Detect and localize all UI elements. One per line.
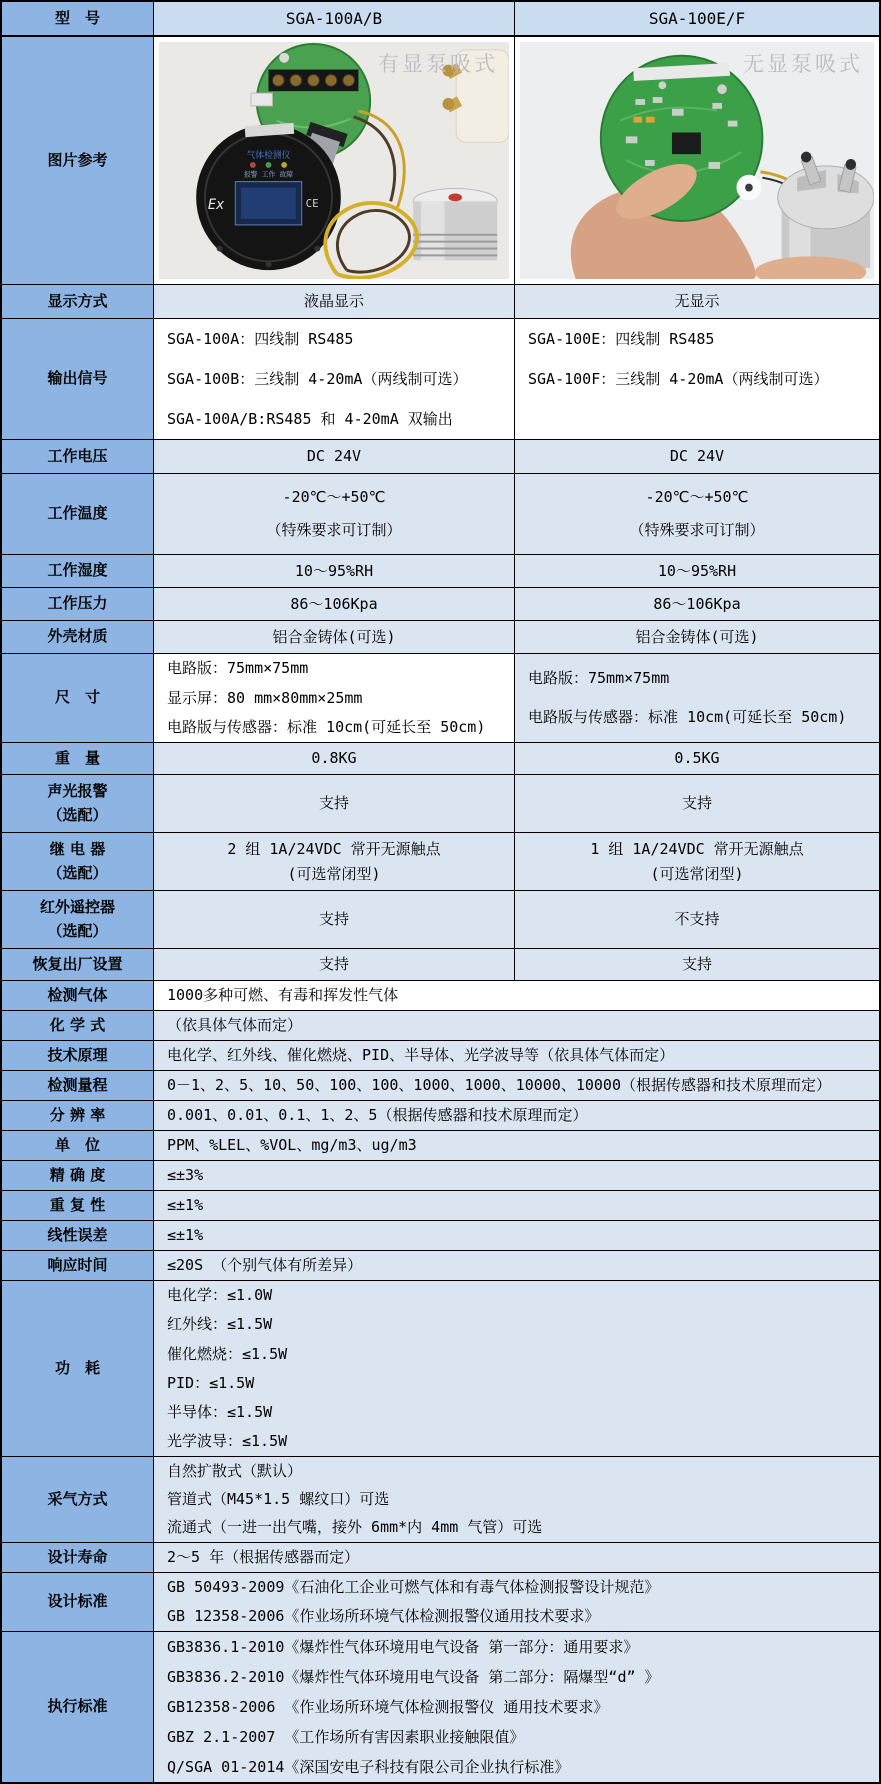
cell-weight-b bbox=[515, 743, 879, 774]
cell-text: 电化学：≤1.0W bbox=[167, 1286, 273, 1305]
row-label-housing-material bbox=[2, 621, 154, 653]
cell-text: (可选常闭型) bbox=[287, 864, 381, 883]
row-label-design-life bbox=[2, 1543, 154, 1572]
cell-ir-remote-b bbox=[515, 891, 879, 948]
spec-row-chemical-formula bbox=[2, 1011, 879, 1041]
spec-row-linearity-error bbox=[2, 1221, 879, 1251]
cell-text: 半导体：≤1.5W bbox=[167, 1402, 273, 1421]
row-label-text: 继 电 器 bbox=[49, 839, 106, 858]
row-label-text: 工作电压 bbox=[47, 446, 108, 465]
row-label-text: 分 辨 率 bbox=[49, 1105, 106, 1124]
ce-mark: CE bbox=[305, 197, 319, 211]
spec-row-working-humidity bbox=[2, 555, 879, 588]
spec-row-photos bbox=[2, 37, 879, 285]
cell-photos-b bbox=[515, 37, 879, 284]
cell-text: 1 组 1A/24VDC 常开无源触点 bbox=[590, 839, 804, 858]
cell-text: 10～95%RH bbox=[657, 561, 737, 580]
cell-power-consumption-a bbox=[154, 1281, 879, 1456]
spec-row-weight bbox=[2, 743, 879, 775]
lcd-title-text: 气体检测仪 bbox=[246, 151, 291, 162]
cell-sampling-method-a bbox=[154, 1457, 879, 1542]
cell-working-voltage-b bbox=[515, 440, 879, 473]
cell-text: SGA-100A：四线制 RS485 bbox=[167, 329, 354, 348]
row-label-detectable-gases bbox=[2, 981, 154, 1010]
cell-text: 无显示 bbox=[674, 292, 720, 311]
cell-text: 铝合金铸体(可选) bbox=[635, 627, 759, 646]
row-label-weight bbox=[2, 743, 154, 774]
row-label-text: 重 量 bbox=[54, 748, 100, 767]
row-label-text: 图片参考 bbox=[47, 150, 108, 169]
cell-execution-standards-a bbox=[154, 1632, 879, 1782]
cell-text: 支持 bbox=[318, 910, 349, 929]
watermark-text: 无显泵吸式 bbox=[743, 52, 863, 76]
row-label-text: 外壳材质 bbox=[47, 627, 108, 646]
cell-text: GB 50493-2009《石油化工企业可燃气体和有毒气体检测报警设计规范》 bbox=[167, 1578, 660, 1597]
cell-text: 0－1、2、5、10、50、100、100、1000、1000、10000、10000（根据传感器和技术原理而定） bbox=[167, 1076, 831, 1095]
row-label-working-voltage bbox=[2, 440, 154, 473]
spec-row-ir-remote bbox=[2, 891, 879, 949]
spec-row-relay bbox=[2, 833, 879, 891]
cell-text: 红外线：≤1.5W bbox=[167, 1315, 273, 1334]
fault-led bbox=[281, 162, 287, 168]
cell-text: 电路版：75mm×75mm bbox=[167, 659, 309, 678]
cell-dimensions-b bbox=[515, 654, 879, 742]
cell-weight-a bbox=[154, 743, 515, 774]
row-label-text: 设计标准 bbox=[47, 1592, 108, 1611]
row-label-text: 重 复 性 bbox=[49, 1195, 106, 1214]
spec-row-model bbox=[2, 2, 879, 37]
cell-working-pressure-b bbox=[515, 588, 879, 620]
cell-text: （特殊要求可订制） bbox=[266, 521, 402, 540]
cell-text: （特殊要求可订制） bbox=[629, 521, 765, 540]
spec-row-execution-standards bbox=[2, 1632, 879, 1782]
cell-model-b bbox=[515, 2, 879, 35]
cell-text: PID：≤1.5W bbox=[167, 1373, 255, 1392]
spec-row-output-signal bbox=[2, 319, 879, 440]
row-label-text: 输出信号 bbox=[47, 369, 108, 388]
cell-detection-range-a bbox=[154, 1071, 879, 1100]
row-label-text: 设计寿命 bbox=[47, 1547, 108, 1566]
led-labels-text: 报警 工作 故障 bbox=[243, 170, 294, 179]
row-label-repeatability bbox=[2, 1191, 154, 1220]
row-label-text: （选配） bbox=[47, 806, 108, 824]
cell-working-pressure-a bbox=[154, 588, 515, 620]
row-label-text: 检测气体 bbox=[47, 985, 108, 1004]
cell-working-temperature-a bbox=[154, 474, 515, 554]
cell-text: ≤±1% bbox=[167, 1226, 204, 1245]
aluminum-sensor bbox=[413, 189, 497, 261]
row-label-text: 功 耗 bbox=[54, 1358, 100, 1377]
row-label-units bbox=[2, 1131, 154, 1160]
cell-text: SGA-100F：三线制 4-20mA（两线制可选） bbox=[528, 369, 829, 388]
spec-row-design-standards bbox=[2, 1573, 879, 1632]
row-label-text: 线性误差 bbox=[47, 1225, 108, 1244]
cell-text: DC 24V bbox=[306, 447, 362, 466]
cell-ir-remote-a bbox=[154, 891, 515, 948]
cell-text: GB 12358-2006《作业场所环境气体检测报警仪通用技术要求》 bbox=[167, 1607, 600, 1626]
row-label-relay bbox=[2, 833, 154, 890]
cell-chemical-formula-a bbox=[154, 1011, 879, 1040]
cell-text: 自然扩散式（默认） bbox=[167, 1461, 303, 1480]
cell-text: （依具体气体而定） bbox=[167, 1016, 303, 1035]
cell-resolution-a bbox=[154, 1101, 879, 1130]
cell-factory-reset-a bbox=[154, 949, 515, 980]
cell-design-life-a bbox=[154, 1543, 879, 1572]
spec-row-factory-reset bbox=[2, 949, 879, 981]
spec-row-dimensions bbox=[2, 654, 879, 743]
row-label-text: 恢复出厂设置 bbox=[32, 954, 123, 973]
cell-text: 1000多种可燃、有毒和挥发性气体 bbox=[167, 986, 399, 1005]
cell-housing-material-b bbox=[515, 621, 879, 653]
cell-response-time-a bbox=[154, 1251, 879, 1280]
cell-working-voltage-a bbox=[154, 440, 515, 473]
row-label-working-pressure bbox=[2, 588, 154, 620]
cell-text: ≤20S （个别气体有所差异） bbox=[167, 1256, 363, 1275]
row-label-dimensions bbox=[2, 654, 154, 742]
row-label-text: 执行标准 bbox=[47, 1697, 108, 1716]
row-label-factory-reset bbox=[2, 949, 154, 980]
cell-text: 86～106Kpa bbox=[653, 594, 741, 613]
cell-text: 电路版与传感器：标准 10cm(可延长至 50cm) bbox=[167, 717, 486, 736]
ex-mark: Ex bbox=[207, 197, 225, 214]
cell-text: 铝合金铸体(可选) bbox=[272, 627, 396, 646]
spec-row-design-life bbox=[2, 1543, 879, 1573]
cell-text: (可选常闭型) bbox=[650, 864, 744, 883]
row-label-design-standards bbox=[2, 1573, 154, 1631]
spec-row-units bbox=[2, 1131, 879, 1161]
spec-row-power-consumption bbox=[2, 1281, 879, 1457]
work-led bbox=[266, 162, 272, 168]
row-label-execution-standards bbox=[2, 1632, 154, 1782]
row-label-working-temperature bbox=[2, 474, 154, 554]
cell-photos-a bbox=[154, 37, 515, 284]
cell-text: 2 组 1A/24VDC 常开无源触点 bbox=[227, 839, 441, 858]
row-label-text: 精 确 度 bbox=[49, 1165, 106, 1184]
spec-row-technology-principle bbox=[2, 1041, 879, 1071]
row-label-text: 技术原理 bbox=[47, 1045, 108, 1064]
cell-display-mode-a bbox=[154, 285, 515, 318]
cell-text: SGA-100E/F bbox=[648, 8, 746, 28]
cell-text: Q/SGA 01-2014《深国安电子科技有限公司企业执行标准》 bbox=[167, 1757, 570, 1776]
cell-relay-a bbox=[154, 833, 515, 890]
cell-text: -20℃～+50℃ bbox=[645, 488, 749, 507]
row-label-photos bbox=[2, 37, 154, 284]
spec-row-working-pressure bbox=[2, 588, 879, 621]
cell-text: 催化燃烧：≤1.5W bbox=[167, 1344, 288, 1363]
alarm-led bbox=[250, 162, 256, 168]
cell-output-signal-b bbox=[515, 319, 879, 439]
row-label-text: 工作温度 bbox=[47, 504, 108, 523]
cell-working-humidity-b bbox=[515, 555, 879, 587]
row-label-response-time bbox=[2, 1251, 154, 1280]
spec-row-accuracy bbox=[2, 1161, 879, 1191]
cell-text: SGA-100A/B:RS485 和 4-20mA 双输出 bbox=[167, 409, 453, 428]
spec-row-working-temperature bbox=[2, 474, 879, 555]
spec-row-repeatability bbox=[2, 1191, 879, 1221]
row-label-text: 型 号 bbox=[54, 8, 100, 27]
row-label-model bbox=[2, 2, 154, 35]
cell-text: 流通式（一进一出气嘴，接外 6mm*内 4mm 气管）可选 bbox=[167, 1518, 543, 1537]
cell-text: 2～5 年（根据传感器而定） bbox=[167, 1548, 360, 1567]
spec-row-display-mode bbox=[2, 285, 879, 319]
cell-text: 86～106Kpa bbox=[290, 594, 378, 613]
row-label-text: （选配） bbox=[47, 864, 108, 882]
row-label-text: 单 位 bbox=[54, 1135, 100, 1154]
spec-row-audible-visual-alarm bbox=[2, 775, 879, 833]
photo-detector-with-display bbox=[159, 42, 509, 279]
cell-repeatability-a bbox=[154, 1191, 879, 1220]
cell-text: 支持 bbox=[681, 794, 712, 813]
cell-text: 显示屏：80 mm×80mm×25mm bbox=[167, 688, 363, 707]
photo-detector-no-display bbox=[520, 42, 874, 279]
cell-working-humidity-a bbox=[154, 555, 515, 587]
cell-text: 电路版与传感器：标准 10cm(可延长至 50cm) bbox=[528, 708, 847, 727]
row-label-text: 尺 寸 bbox=[54, 688, 100, 707]
spec-row-working-voltage bbox=[2, 440, 879, 474]
cell-text: 电路版：75mm×75mm bbox=[528, 669, 670, 688]
cell-text: 支持 bbox=[318, 955, 349, 974]
row-label-text: 采气方式 bbox=[47, 1489, 108, 1508]
cell-text: 光学波导：≤1.5W bbox=[167, 1431, 288, 1450]
spec-row-response-time bbox=[2, 1251, 879, 1281]
cell-text: 支持 bbox=[681, 955, 712, 974]
row-label-chemical-formula bbox=[2, 1011, 154, 1040]
cell-text: DC 24V bbox=[669, 447, 725, 466]
cell-text: 0.8KG bbox=[311, 749, 357, 768]
row-label-resolution bbox=[2, 1101, 154, 1130]
row-label-detection-range bbox=[2, 1071, 154, 1100]
cell-design-standards-a bbox=[154, 1573, 879, 1631]
spec-row-detectable-gases bbox=[2, 981, 879, 1011]
watermark-text: 有显泵吸式 bbox=[378, 52, 498, 76]
cell-housing-material-a bbox=[154, 621, 515, 653]
cell-text: 不支持 bbox=[674, 910, 720, 929]
spec-row-housing-material bbox=[2, 621, 879, 654]
cell-linearity-error-a bbox=[154, 1221, 879, 1250]
row-label-technology-principle bbox=[2, 1041, 154, 1070]
cell-relay-b bbox=[515, 833, 879, 890]
row-label-sampling-method bbox=[2, 1457, 154, 1542]
cell-text: ≤±1% bbox=[167, 1196, 204, 1215]
cell-factory-reset-b bbox=[515, 949, 879, 980]
cell-text: 电化学、红外线、催化燃烧、PID、半导体、光学波导等（依具体气体而定） bbox=[167, 1046, 675, 1065]
row-label-text: 化 学 式 bbox=[49, 1015, 106, 1034]
spec-row-resolution bbox=[2, 1101, 879, 1131]
cell-text: 0.5KG bbox=[674, 749, 720, 768]
cell-text: SGA-100B：三线制 4-20mA（两线制可选） bbox=[167, 369, 468, 388]
cell-text: GBZ 2.1-2007 《工作场所有害因素职业接触限值》 bbox=[167, 1727, 525, 1746]
row-label-working-humidity bbox=[2, 555, 154, 587]
row-label-accuracy bbox=[2, 1161, 154, 1190]
cell-technology-principle-a bbox=[154, 1041, 879, 1070]
row-label-ir-remote bbox=[2, 891, 154, 948]
row-label-text: 声光报警 bbox=[47, 781, 108, 800]
cell-text: 液晶显示 bbox=[303, 292, 364, 311]
cell-text: 10～95%RH bbox=[294, 561, 374, 580]
row-label-text: 工作压力 bbox=[47, 594, 108, 613]
cell-text: 支持 bbox=[318, 794, 349, 813]
row-label-text: 响应时间 bbox=[47, 1255, 108, 1274]
cell-audible-visual-alarm-a bbox=[154, 775, 515, 832]
row-label-power-consumption bbox=[2, 1281, 154, 1456]
row-label-output-signal bbox=[2, 319, 154, 439]
cell-text: PPM、%LEL、%VOL、mg/m3、ug/m3 bbox=[167, 1136, 417, 1155]
row-label-text: （选配） bbox=[47, 922, 108, 940]
cell-display-mode-b bbox=[515, 285, 879, 318]
cell-text: ≤±3% bbox=[167, 1166, 204, 1185]
cell-units-a bbox=[154, 1131, 879, 1160]
cell-model-a bbox=[154, 2, 515, 35]
cell-text: GB3836.1-2010《爆炸性气体环境用电气设备 第一部分：通用要求》 bbox=[167, 1637, 639, 1656]
spec-row-sampling-method bbox=[2, 1457, 879, 1543]
spec-row-detection-range bbox=[2, 1071, 879, 1101]
cell-dimensions-a bbox=[154, 654, 515, 742]
cell-text: GB12358-2006 《作业场所环境气体检测报警仪 通用技术要求》 bbox=[167, 1697, 609, 1716]
cell-text: GB3836.2-2010《爆炸性气体环境用电气设备 第二部分：隔爆型“d” 》 bbox=[167, 1667, 660, 1686]
cell-text: SGA-100E：四线制 RS485 bbox=[528, 329, 715, 348]
cell-accuracy-a bbox=[154, 1161, 879, 1190]
row-label-text: 检测量程 bbox=[47, 1075, 108, 1094]
row-label-text: 显示方式 bbox=[47, 291, 108, 310]
row-label-linearity-error bbox=[2, 1221, 154, 1250]
row-label-display-mode bbox=[2, 285, 154, 318]
cell-text: 0.001、0.01、0.1、1、2、5（根据传感器和技术原理而定） bbox=[167, 1106, 588, 1125]
cell-text: 管道式（M45*1.5 螺纹口）可选 bbox=[167, 1490, 390, 1509]
row-label-text: 工作湿度 bbox=[47, 561, 108, 580]
cell-output-signal-a bbox=[154, 319, 515, 439]
row-label-text: 红外遥控器 bbox=[39, 897, 115, 916]
row-label-audible-visual-alarm bbox=[2, 775, 154, 832]
cell-detectable-gases-a bbox=[154, 981, 879, 1010]
cell-working-temperature-b bbox=[515, 474, 879, 554]
cell-audible-visual-alarm-b bbox=[515, 775, 879, 832]
cell-text: SGA-100A/B bbox=[285, 8, 383, 28]
cell-text: -20℃～+50℃ bbox=[282, 488, 386, 507]
